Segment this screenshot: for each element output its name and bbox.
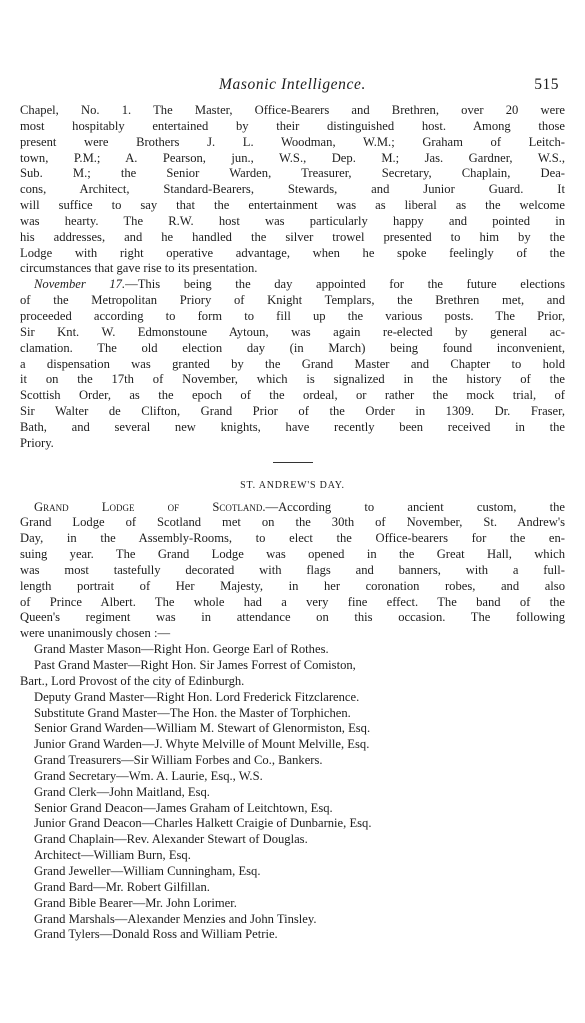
list-item: Grand Chaplain—Rev. Alexander Stewart of Douglas. (34, 832, 308, 847)
text-line: his addresses, and he handled the silver trowel presented to him by the (20, 229, 565, 244)
list-item: Bart., Lord Provost of the city of Edinburgh. (20, 673, 245, 688)
text-line: Day, in the Assembly-Rooms, to elect the Office-bearers for the en- (20, 531, 565, 546)
text-line: was hearty. The R.W. host was particularly happy and pointed in (20, 213, 565, 228)
list-item: Senior Grand Warden—William M. Stewart of Glenormiston, Esq. (34, 721, 371, 736)
text-line: length portrait of Her Majesty, in her coronation robes, and also (20, 578, 565, 593)
paragraph-grand-lodge (20, 500, 565, 643)
text-line: of the Metropolitan Priory of Knight Templars, the Brethren met, and (20, 293, 565, 308)
text-line: Grand Lodge of Scotland met on the 30th of November, St. Andrew's (20, 515, 565, 530)
section-divider (273, 462, 313, 463)
text-line: suing year. The Grand Lodge was opened in the Great Hall, which (20, 547, 565, 562)
list-item: Junior Grand Deacon—Charles Halkett Craigie of Dunbarnie, Esq. (34, 816, 372, 831)
text-line: a dispensation was granted by the Grand Master and Chapter to hold (20, 356, 565, 371)
list-item: Grand Bible Bearer—Mr. John Lorimer. (34, 895, 237, 910)
section-heading: ST. ANDREW'S DAY. (240, 479, 345, 491)
lead-in: Grand Lodge of Scotland. (34, 499, 266, 514)
text-line: Lodge with right operative advantage, when he spoke feelingly of the (20, 245, 565, 260)
list-item: Grand Tylers—Donald Ross and William Petrie. (34, 927, 278, 942)
text-line: Sub. M.; the Senior Warden, Treasurer, Secretary, Chaplain, Dea- (20, 166, 565, 181)
text-fragment: —This being the day appointed for the future elections (125, 277, 565, 292)
running-header (20, 76, 565, 98)
running-title: Masonic Intelligence. (219, 76, 366, 93)
list-item: Past Grand Master—Right Hon. Sir James Forrest of Comiston, (34, 658, 356, 672)
list-item: Grand Master Mason—Right Hon. George Earl of Rothes. (34, 642, 329, 657)
text-line: present were Brothers J. L. Woodman, W.M.; Graham of Leitch- (20, 134, 565, 149)
list-item: Architect—William Burn, Esq. (34, 848, 191, 863)
paragraph-chapel (20, 103, 565, 277)
text-line: will suffice to say that the entertainment was as liberal as the welcome (20, 198, 565, 213)
office-bearers-list (20, 642, 565, 943)
text-fragment: —According to ancient custom, the (265, 499, 565, 514)
list-item: Senior Grand Deacon—James Graham of Leitchtown, Esq. (34, 800, 333, 815)
page-number: 515 (534, 76, 559, 93)
text-line: most hospitably entertained by their distinguished host. Among those (20, 118, 565, 133)
text-line: it on the 17th of November, which is signalized in the history of the (20, 372, 565, 387)
text-line: Sir Walter de Clifton, Grand Prior of the Order in 1309. Dr. Fraser, (20, 404, 565, 419)
list-item: Grand Jeweller—William Cunningham, Esq. (34, 863, 261, 878)
text-line: Bath, and several new knights, have recently been received in the (20, 419, 565, 434)
text-line (20, 500, 565, 516)
list-item: Deputy Grand Master—Right Hon. Lord Frederick Fitzclarence. (34, 689, 360, 704)
text-line: Queen's regiment was in attendance on this occasion. The following (20, 610, 565, 625)
text-line: of Prince Albert. The whole had a very fine effect. The band of the (20, 594, 565, 609)
date-label: November 17. (34, 277, 126, 292)
text-line: Sir Knt. W. Edmonstoune Aytoun, was again re-elected by general ac- (20, 324, 565, 339)
list-item: Substitute Grand Master—The Hon. the Master of Torphichen. (34, 705, 351, 720)
text-line: cons, Architect, Standard-Bearers, Stewards, and Junior Guard. It (20, 182, 565, 197)
list-item: Grand Bard—Mr. Robert Gilfillan. (34, 879, 210, 894)
text-line: Chapel, No. 1. The Master, Office-Bearers and Brethren, over 20 were (20, 103, 565, 117)
text-line: Scottish Order, as the epoch of the ordeal, or rather the mock trial, of (20, 388, 565, 403)
text-line: town, P.M.; A. Pearson, jun., W.S., Dep. M.; Jas. Gardner, W.S., (20, 150, 565, 165)
page-body (20, 103, 565, 943)
paragraph-november (20, 277, 565, 451)
list-item: Grand Marshals—Alexander Menzies and John Tinsley. (34, 911, 317, 926)
text-line (20, 277, 565, 293)
text-line: proceeded according to form to fill up the various posts. The Prior, (20, 308, 565, 323)
list-item: Grand Treasurers—Sir William Forbes and Co., Bankers. (34, 753, 323, 768)
text-line: clamation. The old election day (in March) being found inconvenient, (20, 340, 565, 355)
list-item: Grand Secretary—Wm. A. Laurie, Esq., W.S. (34, 768, 263, 783)
text-line: circumstances that gave rise to its presentation. (20, 261, 258, 276)
list-item: Junior Grand Warden—J. Whyte Melville of Mount Melville, Esq. (34, 737, 370, 752)
text-line: were unanimously chosen :— (20, 626, 171, 641)
text-line: was most tastefully decorated with flags and banners, with a full- (20, 562, 565, 577)
list-item: Grand Clerk—John Maitland, Esq. (34, 784, 210, 799)
text-line: Priory. (20, 435, 54, 450)
